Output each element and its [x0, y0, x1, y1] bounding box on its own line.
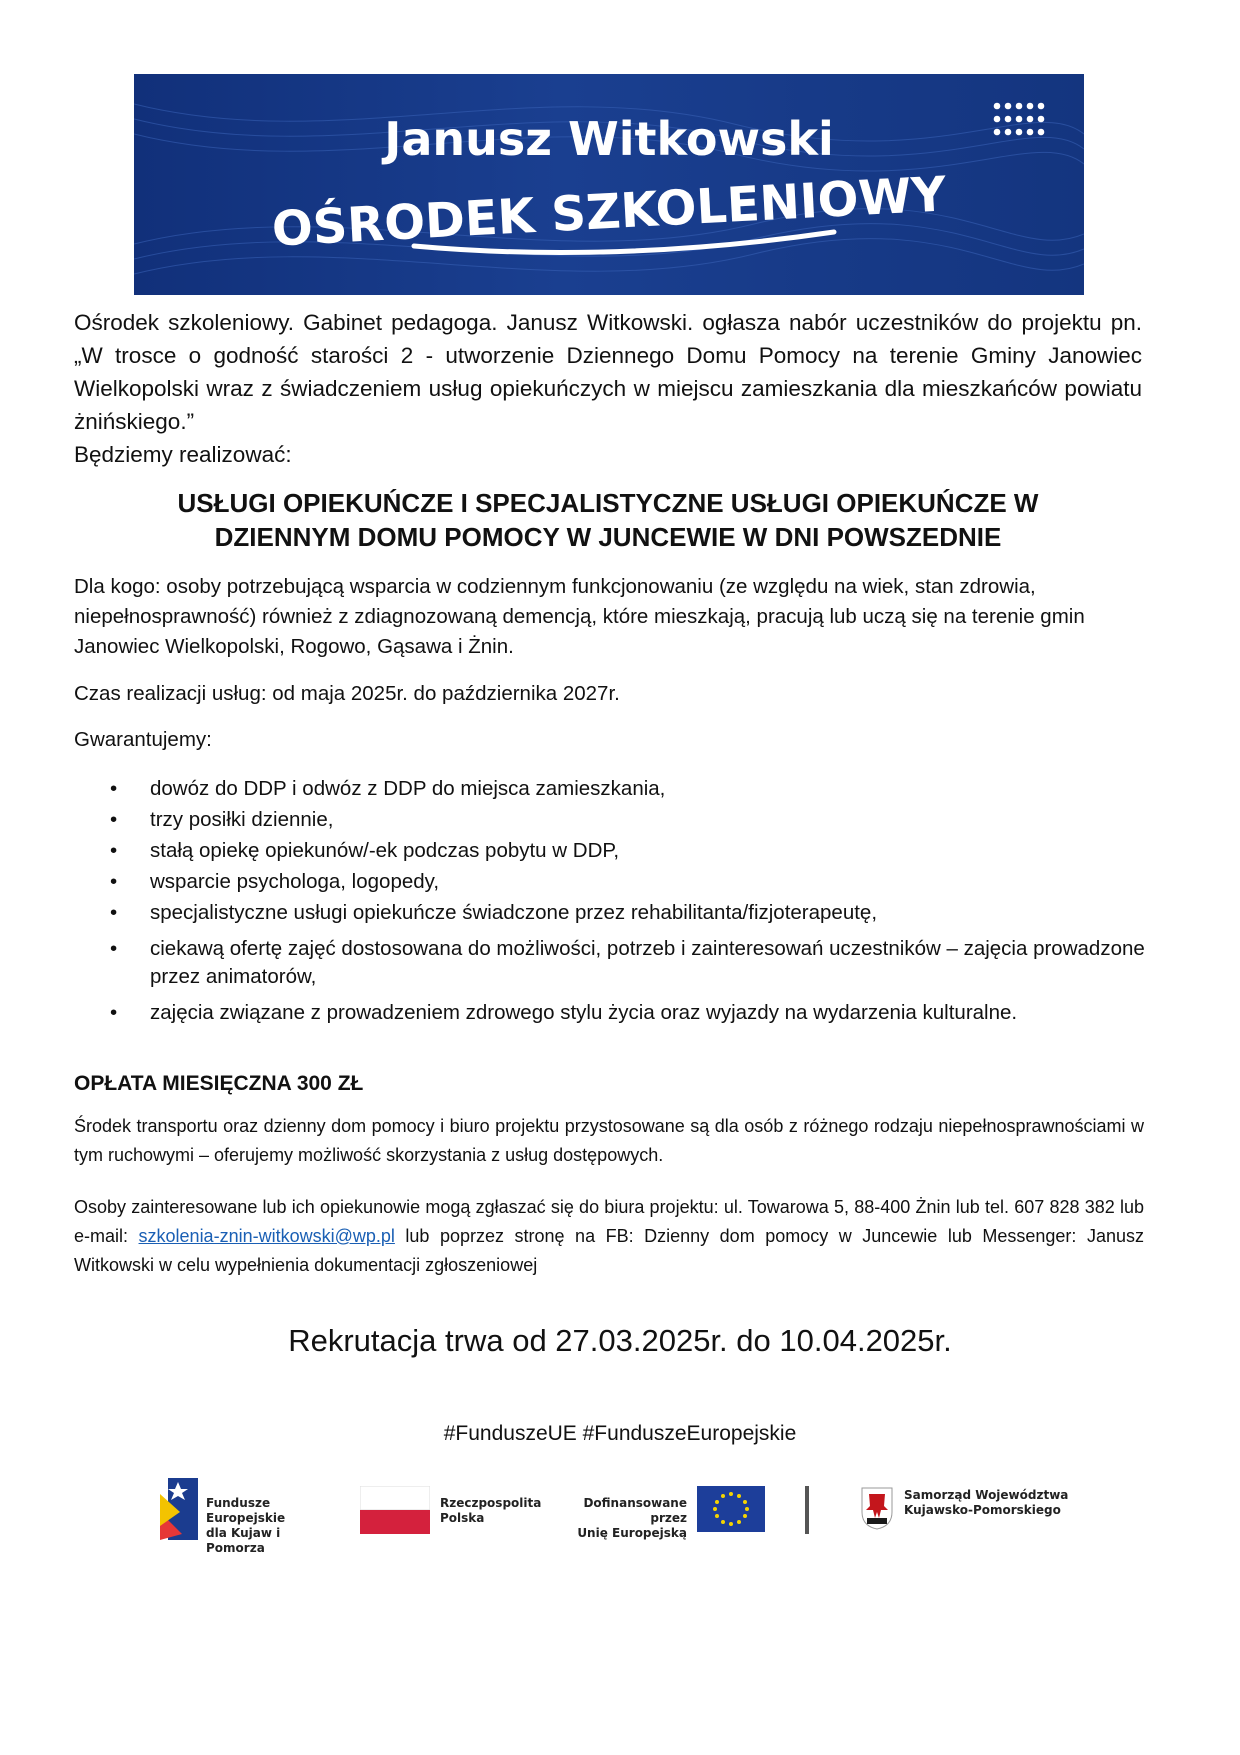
contact-text: Osoby zainteresowane lub ich opiekunowie mogą zgłaszać się do biura projektu: ul. Towarowa 5, 88-400 Żnin lub tel. 607 828 382 lub e-mail: szkolenia-znin-witkowski@wp.pl lub poprzez stronę na FB: Dzienny dom pomocy w Juncewie lub Messenger: Janusz Witkowski w celu wypełnienia dokumentacji zgłoszeniowej	[74, 1197, 1144, 1275]
intro-paragraph: Ośrodek szkoleniowy. Gabinet pedagoga. Janusz Witkowski. ogłasza nabór uczestników do projektu pn. „W trosce o godność starości 2 - utworzenie Dziennego Domu Pomocy na terenie Gminy Janowiec Wielkopolski wraz z świadczeniem usług opiekuńczych w miejscu zamieszkania dla mieszkańców powiatu żnińskiego.”	[74, 310, 1142, 434]
bullet: •	[110, 901, 118, 924]
logo-eu	[552, 1474, 782, 1544]
logo-pl-text: Rzeczpospolita Polska	[440, 1496, 542, 1525]
list-item: • ciekawą ofertę zajęć dostosowana do możliwości, potrzeb i zainteresowań uczestników – zajęcia prowadzone przez animatorów,	[110, 937, 1145, 988]
funding-logos	[160, 1474, 1080, 1555]
heading-line-1: USŁUGI OPIEKUŃCZE I SPECJALISTYCZNE USŁUGI OPIEKUŃCZE W	[177, 488, 1039, 518]
transport-text: Środek transportu oraz dzienny dom pomocy i biuro projektu przystosowane są dla osób z różnego rodzaju niepełnosprawnościami w tym ruchowymi – oferujemy możliwość skorzystania z usług dostępowych.	[74, 1116, 1144, 1165]
logo-samorzad	[860, 1474, 1080, 1544]
list-item: • wsparcie psychologa, logopedy,	[110, 868, 1145, 896]
services-heading	[74, 486, 1142, 554]
bullet: •	[110, 1001, 118, 1024]
guarantee-list	[110, 775, 1145, 1030]
banner-subtitle: OŚRODEK SZKOLENIOWY	[270, 166, 948, 258]
logo-divider	[805, 1486, 809, 1534]
monthly-fee: OPŁATA MIESIĘCZNA 300 ZŁ	[74, 1072, 364, 1095]
recruitment-dates: Rekrutacja trwa od 27.03.2025r. do 10.04.2025r.	[288, 1323, 952, 1358]
list-item: • dowóz do DDP i odwóz z DDP do miejsca zamieszkania,	[110, 775, 1145, 803]
smile-swoosh	[254, 74, 964, 295]
banner-name: Janusz Witkowski	[384, 112, 834, 166]
intro-section	[74, 306, 1142, 471]
fe-flag-icon	[160, 1478, 200, 1540]
email-link[interactable]: szkolenia-znin-witkowski@wp.pl	[138, 1226, 395, 1246]
heading-line-2: DZIENNYM DOMU POMOCY W JUNCEWIE W DNI POWSZEDNIE	[214, 522, 1002, 552]
bullet: •	[110, 808, 118, 831]
list-item: • stałą opiekę opiekunów/-ek podczas pobytu w DDP,	[110, 837, 1145, 865]
logo-poland	[360, 1474, 540, 1544]
realization-time: Czas realizacji usług: od maja 2025r. do października 2027r.	[74, 682, 620, 705]
realize-label: Będziemy realizować:	[74, 442, 292, 467]
header-banner	[134, 74, 1084, 295]
dots-grid-icon	[991, 100, 1047, 140]
logo-sw-text: Samorząd Województwa Kujawsko-Pomorskiego	[904, 1488, 1069, 1517]
bullet: •	[110, 937, 118, 960]
for-whom-text: Dla kogo: osoby potrzebującą wsparcia w codziennym funkcjonowaniu (ze względu na wiek, stan zdrowia, niepełnosprawność) również z zdiagnozowaną demencją, które mieszkają, pracują lub uczą się na terenie gmin Janowiec Wielkopolski, Rogowo, Gąsawa i Żnin.	[74, 575, 1085, 658]
bullet: •	[110, 839, 118, 862]
list-item: • trzy posiłki dziennie,	[110, 806, 1145, 834]
logo-fe-kujawy	[160, 1474, 340, 1555]
guarantee-label: Gwarantujemy:	[74, 728, 212, 751]
bullet: •	[110, 777, 118, 800]
hashtags: #FunduszeUE #FunduszeEuropejskie	[443, 1422, 797, 1445]
poland-flag-icon	[360, 1486, 430, 1534]
eu-flag-icon	[697, 1486, 765, 1532]
list-item: • specjalistyczne usługi opiekuńcze świadczone przez rehabilitanta/fizjoterapeutę,	[110, 899, 1145, 927]
list-item: • zajęcia związane z prowadzeniem zdrowego stylu życia oraz wyjazdy na wydarzenia kulturalne.	[110, 999, 1145, 1027]
logo-eu-text: Dofinansowane przez Unię Europejską	[577, 1496, 687, 1540]
logo-fe-text: Fundusze Europejskie dla Kujaw i Pomorza	[206, 1496, 286, 1555]
coat-of-arms-icon	[860, 1486, 894, 1530]
bullet: •	[110, 870, 118, 893]
